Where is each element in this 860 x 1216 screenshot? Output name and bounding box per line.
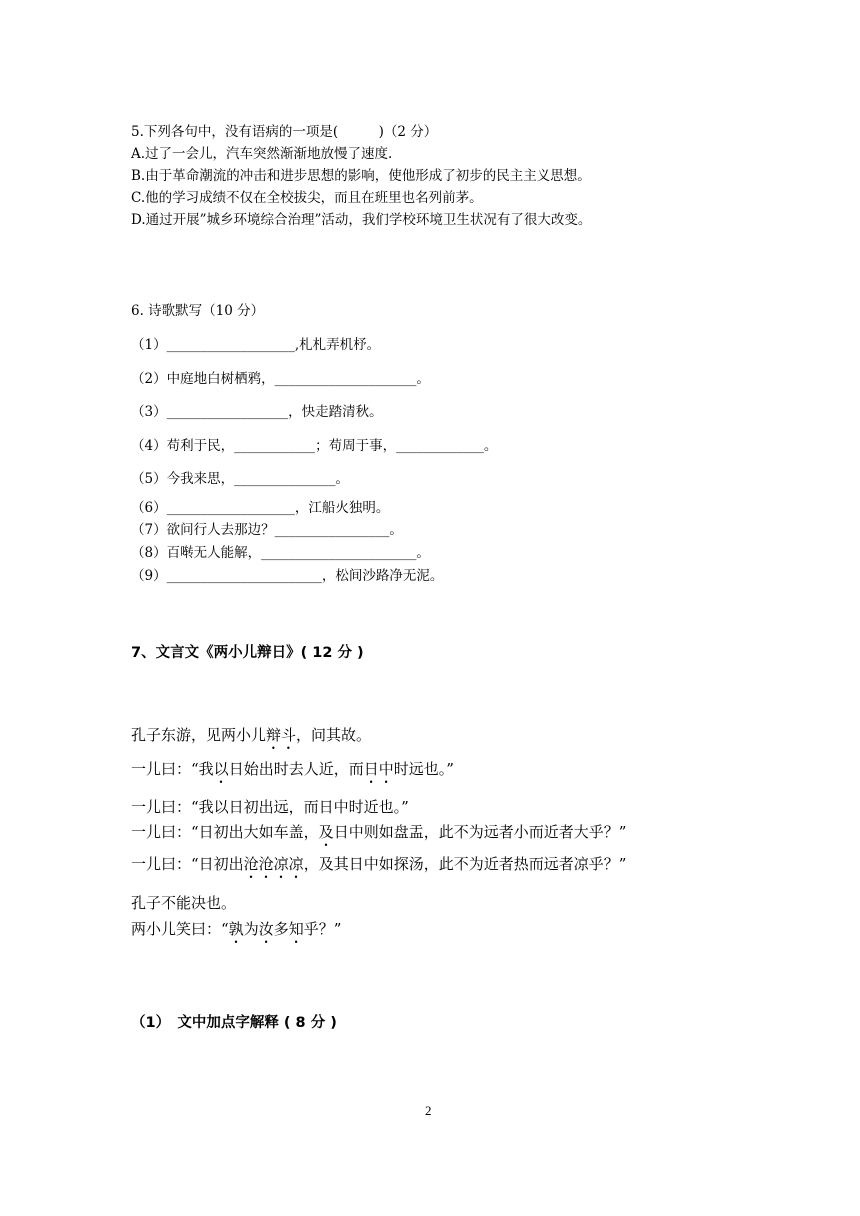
passage-line-4	[131, 821, 626, 850]
passage-line-7	[131, 918, 341, 947]
passage-text: 多	[273, 920, 289, 938]
dotted-word: 日中	[363, 760, 394, 778]
q5-option-a: A.过了一会儿，汽车突然渐渐地放慢了速度.	[131, 146, 393, 162]
q5-option-d: D.通过开展”城乡环境综合治理”活动，我们学校环境卫生状况有了很大改变。	[131, 212, 592, 228]
passage-text: 一儿曰：“我	[131, 760, 214, 778]
q6-line-6: （6）___________________，江船火独明。	[131, 500, 390, 516]
passage-text: 日始出时去人近，而	[228, 760, 364, 778]
passage-text: ，问其故。	[296, 726, 372, 744]
q6-line-3: （3）__________________，快走踏清秋。	[131, 404, 383, 420]
dotted-word: 孰	[228, 920, 244, 938]
passage-line-6: 孔子不能决也。	[131, 894, 237, 912]
q6-line-7: （7）欲问行人去那边？_________________。	[131, 522, 403, 538]
q7-title: 7、文言文《两小儿辩日》( 12 分 )	[131, 645, 364, 661]
q6-line-4: （4）苟利于民，____________；苟周于事，_____________。	[131, 438, 498, 454]
dotted-word: 辩斗	[266, 726, 297, 744]
q5-option-b: B.由于革命潮流的冲击和进步思想的影响，使他形成了初步的民主主义思想。	[131, 168, 591, 184]
q6-line-9: （9）_______________________，松间沙路净无泥。	[131, 568, 444, 584]
passage-line-1	[131, 724, 371, 753]
passage-text: 一儿曰：“日初出	[131, 855, 244, 873]
passage-text: ，及其日中如探汤，此不为近者热而远者凉乎？”	[303, 855, 627, 873]
dotted-word: 及	[318, 823, 334, 841]
dotted-word: 以	[213, 760, 229, 778]
passage-text: 孔子东游，见两小儿	[131, 726, 267, 744]
passage-line-2	[131, 758, 454, 787]
q6-title: 6. 诗歌默写（10 分）	[131, 303, 265, 319]
passage-text: 乎？”	[303, 920, 342, 938]
dotted-word: 知	[288, 920, 304, 938]
q5-option-c: C.他的学习成绩不仅在全校拔尖，而且在班里也名列前茅。	[131, 190, 483, 206]
passage-text: 两小儿笑曰：“	[131, 920, 229, 938]
dotted-word: 沧沧凉凉	[243, 855, 304, 873]
q6-line-1: （1）___________________,札札弄机杼。	[131, 337, 381, 353]
passage-line-3: 一儿曰：“我以日初出远，而日中时近也。”	[131, 798, 409, 816]
page-number: 2	[425, 1103, 432, 1118]
passage-text: 时远也。”	[393, 760, 454, 778]
q6-line-5: （5）今我来思，_______________。	[131, 471, 349, 487]
q6-line-8: （8）百啭无人能解，_______________________。	[131, 545, 430, 561]
passage-text: 一儿曰：“日初出大如车盖，	[131, 823, 319, 841]
passage-line-5	[131, 853, 626, 882]
q6-line-2: （2）中庭地白树栖鸦，_____________________。	[131, 371, 430, 387]
passage-text: 日中则如盘盂，此不为远者小而近者大乎？”	[333, 823, 627, 841]
q5-stem: 5.下列各句中，没有语病的一项是( )（2 分）	[131, 124, 438, 140]
q7-subquestion-1: （1） 文中加点字解释 ( 8 分 )	[131, 1015, 337, 1031]
passage-text: 为	[243, 920, 259, 938]
dotted-word: 汝	[258, 920, 274, 938]
